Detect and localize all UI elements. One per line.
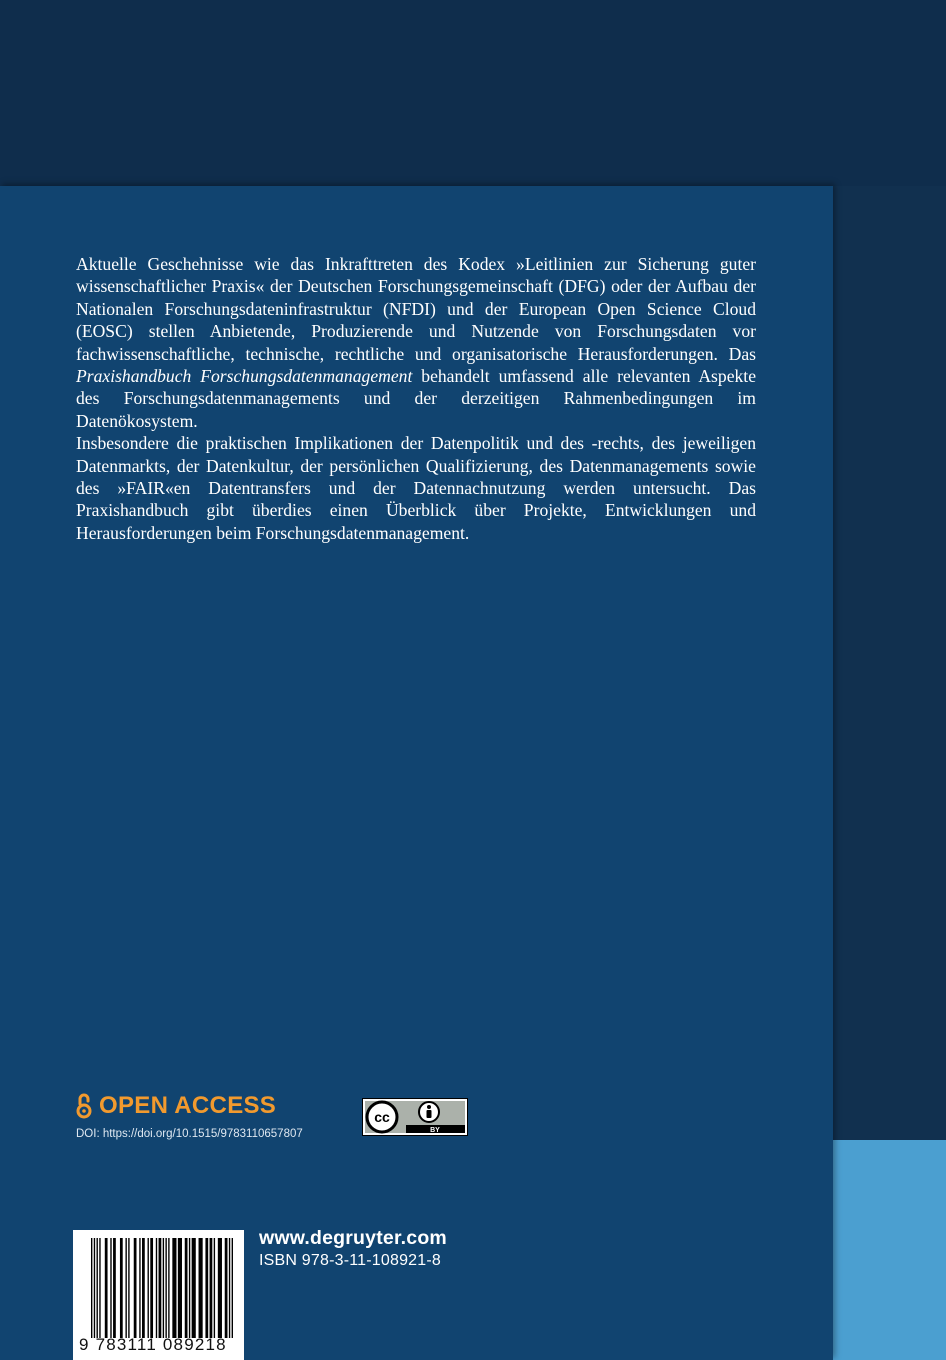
book-title-italic: Praxishandbuch Forschungsdatenmanagement <box>76 366 413 387</box>
barcode-bar <box>142 1238 145 1338</box>
open-access-badge <box>76 1092 276 1120</box>
barcode-bar <box>156 1238 157 1338</box>
barcode-bar <box>172 1238 176 1338</box>
barcode-bar <box>163 1238 164 1338</box>
accent-light-blue-block <box>833 1140 946 1360</box>
barcode-bar <box>210 1238 213 1338</box>
barcode-number: 9 783111 089218 <box>79 1335 227 1354</box>
barcode-bar <box>120 1238 123 1338</box>
blurb-text <box>76 253 756 544</box>
barcode-bar <box>214 1238 215 1338</box>
barcode-bar <box>165 1238 166 1338</box>
cc-label: cc <box>374 1109 390 1125</box>
barcode-bar <box>99 1238 100 1338</box>
barcode-bars <box>91 1238 233 1338</box>
by-label: BY <box>430 1127 440 1134</box>
barcode-bar <box>134 1238 137 1338</box>
barcode-bar <box>229 1238 230 1338</box>
blurb-part-1: Aktuelle Geschehnisse wie das Inkrafttreten des Kodex »Leitlinien zur Sicherung guter wissenschaftlicher Praxis« der Deutschen Forschungsgemeinschaft (DFG) oder der Aufbau der Nationalen Forschungsdateninfrastruktur (NFDI) und der European Open Science Cloud (EOSC) stellen Anbietende, Produzierende und Nutzende von Forschungsdaten vor fachwissenschaftliche, technische, rechtliche und organisatorische Herausforderungen. Das <box>76 254 756 364</box>
barcode-bar <box>192 1238 196 1338</box>
isbn-barcode <box>73 1230 244 1360</box>
barcode-bar <box>128 1238 129 1338</box>
barcode-bar <box>159 1238 162 1338</box>
barcode-bar <box>189 1238 190 1338</box>
blurb-part-2: behandelt umfassend alle relevanten Aspekte des Forschungsdatenmanagements und der derzeitigen Rahmenbedingungen im Datenökosystem. <box>76 366 757 431</box>
barcode-bar <box>113 1238 116 1338</box>
barcode-bar <box>178 1238 182 1338</box>
barcode-bar <box>110 1238 111 1338</box>
barcode-bar <box>232 1238 233 1338</box>
cc-by-icon <box>362 1098 468 1136</box>
open-access-lock-icon <box>76 1093 92 1119</box>
barcode-bar <box>91 1238 92 1338</box>
background-top <box>0 0 946 186</box>
barcode-bar <box>205 1238 208 1338</box>
background-right-strip <box>833 186 946 1140</box>
barcode-bar <box>168 1238 169 1338</box>
barcode-bar <box>97 1238 98 1338</box>
open-access-label: OPEN ACCESS <box>99 1092 277 1119</box>
barcode-bar <box>125 1238 126 1338</box>
blurb-paragraph-2: Insbesondere die praktischen Implikationen der Datenpolitik und des -rechts, des jeweiligen Datenmarkts, der Datenkultur, der persönlichen Qualifizierung, des Datenmanagements sowie des »FAIR«en Datentransfers und der Datennachnutzung werden untersucht. Das Praxishandbuch gibt überdies einen Überblick über Projekte, Entwicklungen und Herausforderungen beim Forschungsdatenmanagement. <box>76 433 756 543</box>
barcode-bar <box>185 1238 188 1338</box>
doi-text: DOI: https://doi.org/10.1515/9783110657807 <box>76 1128 303 1140</box>
blurb-paragraph-1 <box>76 253 756 432</box>
barcode-bar <box>225 1238 228 1338</box>
isbn-text: ISBN 978-3-11-108921-8 <box>259 1252 441 1269</box>
barcode-bar <box>150 1238 153 1338</box>
barcode-bar <box>94 1238 95 1338</box>
barcode-bar <box>139 1238 140 1338</box>
publisher-website: www.degruyter.com <box>259 1227 447 1249</box>
barcode-bar <box>105 1238 108 1338</box>
barcode-bar <box>148 1238 149 1338</box>
barcode-bar <box>218 1238 222 1338</box>
barcode-bar <box>199 1238 203 1338</box>
